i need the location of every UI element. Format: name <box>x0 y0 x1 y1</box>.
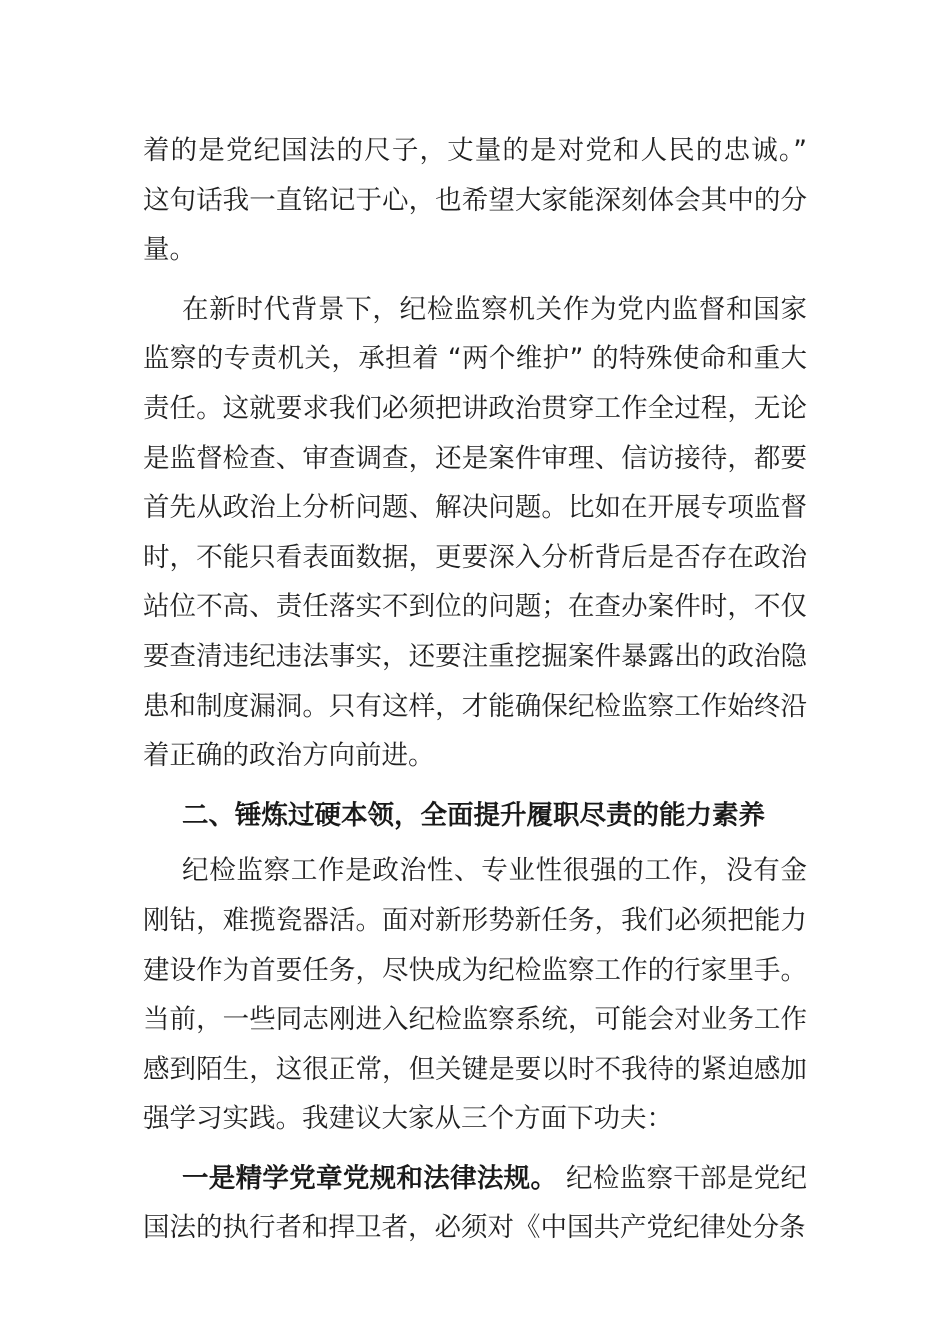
paragraph-continued-quote: 着的是党纪国法的尺子，丈量的是对党和人民的忠诚。” 这句话我一直铭记于心，也希望大家能深刻体会其中的分量。 <box>143 135 807 266</box>
paragraph-lead-phrase: 一是精学党章党规和法律法规。 <box>182 1162 558 1194</box>
paragraph-body-text: 纪检监察干部是党纪国法的执行者和捍卫者，必须对《中国共产党纪律处分条 <box>143 1162 807 1244</box>
document-body <box>143 126 807 1263</box>
paragraph-study-regulations <box>143 1154 807 1253</box>
section-heading: 二、锤炼过硬本领，全面提升履职尽责的能力素养 <box>182 799 765 831</box>
paragraph-capability-building: 纪检监察工作是政治性、专业性很强的工作，没有金刚钻，难揽瓷器活。面对新形势新任务，我们必须把能力建设作为首要任务，尽快成为纪检监察工作的行家里手。当前，一些同志刚进入纪检监察系统，可能会对业务工作感到陌生，这很正常，但关键是要以时不我待的紧迫感加强学习实践。我建议大家从三个方面下功夫： <box>143 855 807 1135</box>
paragraph-political-responsibility: 在新时代背景下，纪检监察机关作为党内监督和国家监察的专责机关，承担着 “两个维护” 的特殊使命和重大责任。这就要求我们必须把讲政治贯穿工作全过程，无论是监督检查、审查调查，还是案件审理、信访接待，都要首先从政治上分析问题、解决问题。比如在开展专项监督时，不能只看表面数据，更要深入分析背后是否存在政治站位不高、责任落实不到位的问题；在查办案件时，不仅要查清违纪违法事实，还要注重挖掘案件暴露出的政治隐患和制度漏洞。只有这样，才能确保纪检监察工作始终沿着正确的政治方向前进。 <box>143 293 807 772</box>
